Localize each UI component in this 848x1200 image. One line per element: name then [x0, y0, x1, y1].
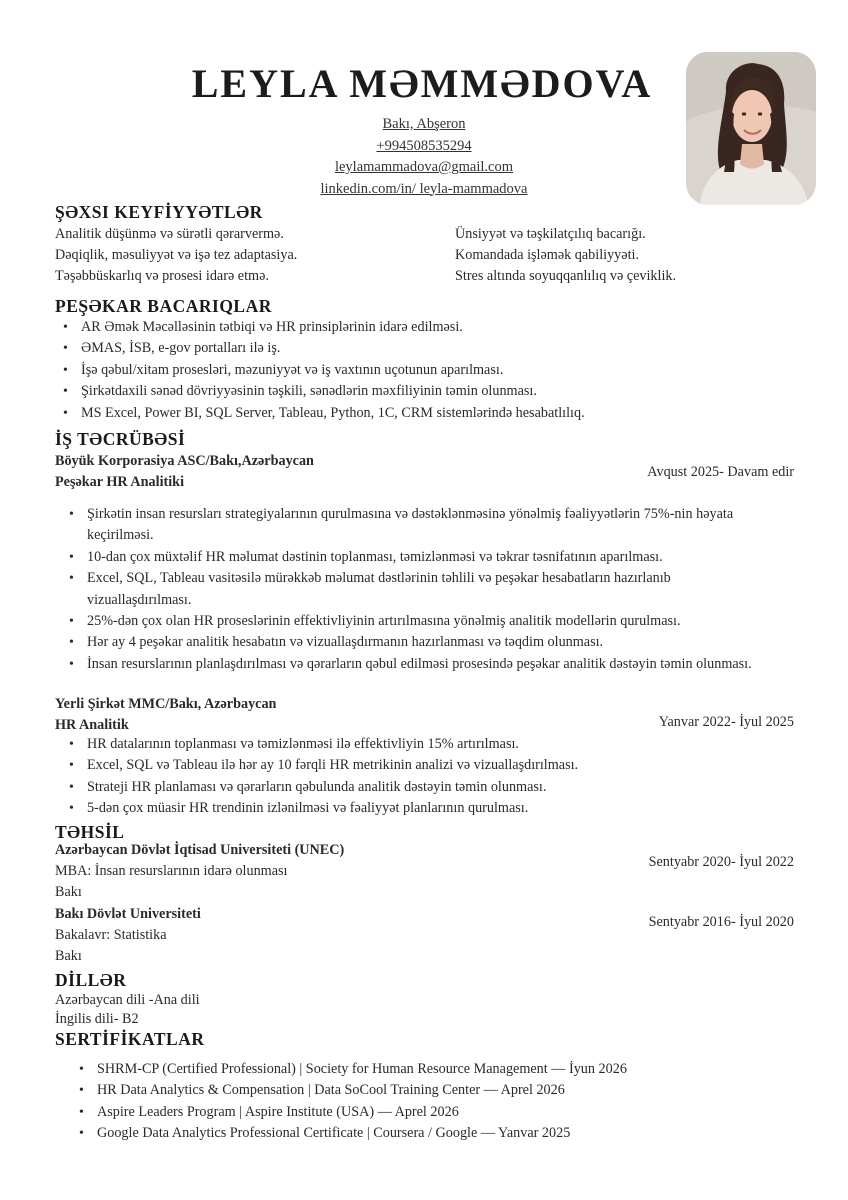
linkedin-link[interactable]: linkedin.com/in/ leyla-mammadova: [320, 180, 528, 197]
skill-item: • Şirkətdaxili sənəd dövriyyəsinin təşkili, sənədlərin məxfiliyinin təmin olunması.: [81, 381, 801, 402]
skill-item: • İşə qəbul/xitam prosesləri, məzuniyyət və iş vaxtının uçotunun aparılması.: [81, 360, 801, 381]
job-1-bullet: • Excel, SQL, Tableau vasitəsilə mürəkkəb məlumat dəstlərinin təhlili və peşəkar hesabatların hazırlanıb vizuallaşdırılması.: [87, 568, 777, 611]
job-2-bullet: • Excel, SQL və Tableau ilə hər ay 10 fərqli HR metrikinin analizi və vizuallaşdırılması.: [87, 755, 777, 776]
edu-2-degree: Bakalavr: Statistika: [55, 927, 167, 943]
job-2-bullet: • 5-dən çox müasir HR trendinin izlənilməsi və fəaliyyət planlarının qurulması.: [87, 798, 777, 819]
job-2-role: HR Analitik: [55, 717, 129, 733]
job-1-bullets: [87, 504, 777, 675]
personal-section-title: ŞƏXSI KEYFİYYƏTLƏR: [55, 202, 263, 222]
job-2-bullets: [87, 734, 777, 820]
edu-2-city: Bakı: [55, 948, 82, 964]
email-link[interactable]: leylamammadova@gmail.com: [334, 159, 514, 175]
profile-photo-illustration: [686, 52, 816, 205]
language-item-1: Azərbaycan dili -Ana dili: [55, 992, 200, 1008]
job-1-bullet: • Şirkətin insan resursları strategiyalarının qurulmasına və dəstəklənməsinə yönəlmiş fəaliyyətlərin 75%-nin həyata keçirilməsi.: [87, 504, 777, 547]
job-2-bullet: • HR datalarının toplanması və təmizlənməsi ilə effektivliyin 15% artırılması.: [87, 734, 777, 755]
edu-1-school: Azərbaycan Dövlət İqtisad Universiteti (UNEC): [55, 842, 345, 858]
profile-photo: [686, 52, 816, 205]
certificate-item: • Google Data Analytics Professional Certificate | Coursera / Google — Yanvar 2025: [97, 1123, 797, 1144]
job-2-company: Yerli Şirkət MMC/Bakı, Azərbaycan: [55, 696, 277, 712]
personal-left-3: Təşəbbüskarlıq və prosesi idarə etmə.: [55, 268, 269, 284]
job-2-bullet: • Strateji HR planlaması və qərarların qəbulunda analitik dəstəyin təmin olunması.: [87, 777, 777, 798]
skills-section-title: PEŞƏKAR BACARIQLAR: [55, 296, 272, 316]
edu-1-dates: Sentyabr 2020- İyul 2022: [648, 854, 794, 870]
edu-1-degree: MBA: İnsan resurslarının idarə olunması: [55, 863, 288, 879]
location-link[interactable]: Bakı, Abşeron: [382, 116, 466, 132]
job-1-bullet: • 25%-dən çox olan HR proseslərinin effektivliyinin artırılmasına yönəlmiş analitik modellərin qurulması.: [87, 611, 777, 632]
edu-2-school: Bakı Dövlət Universiteti: [55, 906, 201, 922]
skills-list: [81, 317, 801, 424]
certificate-item: • Aspire Leaders Program | Aspire Institute (USA) — Aprel 2026: [97, 1102, 797, 1123]
job-1-bullet: • Hər ay 4 peşəkar analitik hesabatın və vizuallaşdırmanın hazırlanması və təqdim olunması.: [87, 632, 777, 653]
phone-link[interactable]: +994508535294: [376, 137, 472, 154]
personal-left-1: Analitik düşünmə və sürətli qərarvermə.: [55, 226, 284, 242]
skill-item: • ƏMAS, İSB, e-gov portalları ilə iş.: [81, 338, 801, 359]
job-1-company: Böyük Korporasiya ASC/Bakı,Azərbaycan: [55, 453, 314, 469]
personal-right-2: Komandada işləmək qabiliyyəti.: [455, 247, 639, 263]
job-1-dates: Avqust 2025- Davam edir: [647, 464, 794, 480]
certificates-section-title: SERTİFİKATLAR: [55, 1029, 205, 1049]
skill-item: • AR Əmək Məcəlləsinin tətbiqi və HR prinsiplərinin idarə edilməsi.: [81, 317, 801, 338]
certificate-item: • HR Data Analytics & Compensation | Data SoCool Training Center — Aprel 2026: [97, 1080, 797, 1101]
personal-right-1: Ünsiyyət və təşkilatçılıq bacarığı.: [455, 226, 646, 242]
edu-2-dates: Sentyabr 2016- İyul 2020: [648, 914, 794, 930]
language-item-2: İngilis dili- B2: [55, 1011, 139, 1027]
edu-1-city: Bakı: [55, 884, 82, 900]
certificates-list: [97, 1059, 797, 1145]
personal-left-2: Dəqiqlik, məsuliyyət və işə tez adaptasiya.: [55, 247, 298, 263]
languages-section-title: DİLLƏR: [55, 970, 127, 990]
education-section-title: TƏHSİL: [55, 822, 125, 842]
personal-right-3: Stres altında soyuqqanlılıq və çeviklik.: [455, 268, 677, 284]
skill-item: • MS Excel, Power BI, SQL Server, Tableau, Python, 1C, CRM sistemlərində hesabatlılıq.: [81, 403, 801, 424]
job-1-bullet: • 10-dan çox müxtəlif HR məlumat dəstinin toplanması, təmizlənməsi və təkrar təsnifatının aparılması.: [87, 547, 777, 568]
job-2-dates: Yanvar 2022- İyul 2025: [658, 714, 794, 730]
experience-section-title: İŞ TƏCRÜBƏSİ: [55, 429, 186, 449]
job-1-role: Peşəkar HR Analitiki: [55, 474, 185, 490]
certificate-item: • SHRM-CP (Certified Professional) | Society for Human Resource Management — İyun 2026: [97, 1059, 797, 1080]
person-name: LEYLA MƏMMƏDOVA: [191, 61, 653, 106]
job-1-bullet: • İnsan resurslarının planlaşdırılması və qərarların qəbul edilməsi prosesində peşəkar analitik dəstəyin təmin olunması.: [87, 654, 777, 675]
